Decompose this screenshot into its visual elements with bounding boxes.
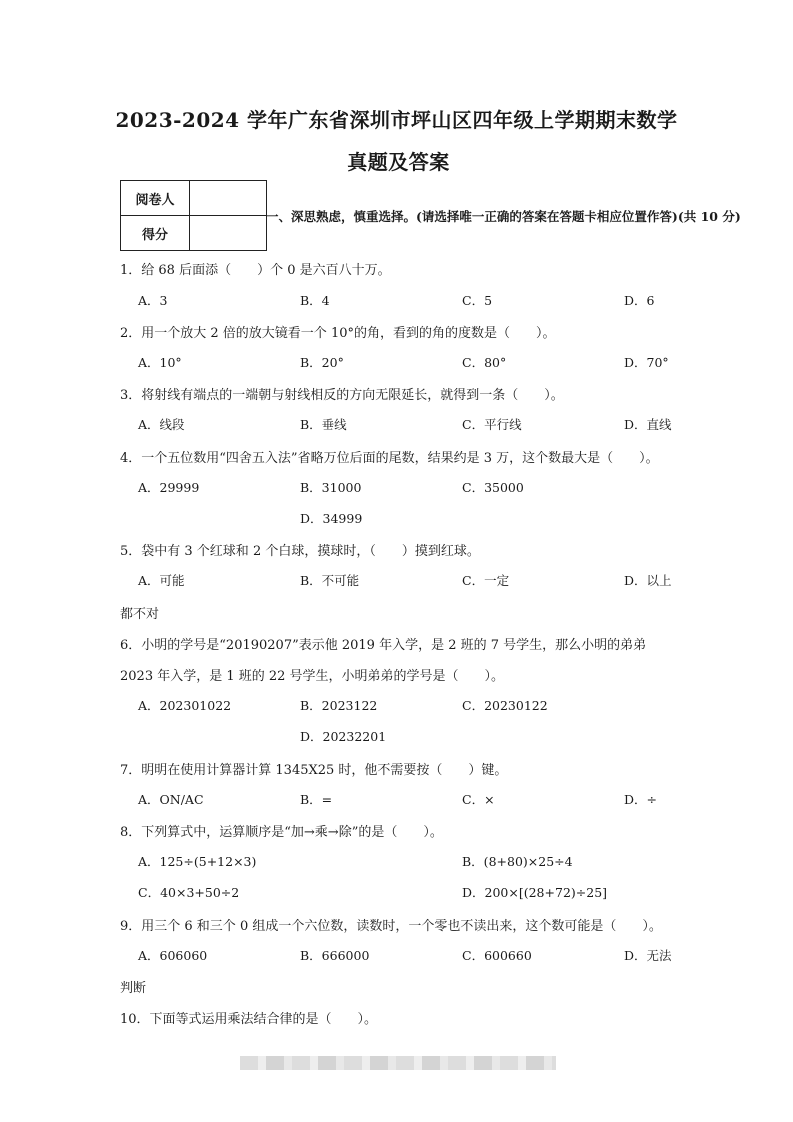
score-label: 得分 [121,216,190,251]
section-title: 一、深思熟虑，慎重选择。(请选择唯一正确的答案在答题卡相应位置作答)(共 10 分) [266,209,741,224]
question-stem: 2．用一个放大 2 倍的放大镜看一个 10°的角，看到的角的度数是（ ）。 [120,326,556,341]
question-stem: 5．袋中有 3 个红球和 2 个白球，摸球时，（ ）摸到红球。 [120,544,480,559]
option-c: C．5 [462,293,493,308]
option-b: B．20° [300,355,344,370]
question-stem-line2: 2023 年入学，是 1 班的 22 号学生，小明弟弟的学号是（ ）。 [120,669,505,684]
option-a: A．10° [138,355,182,370]
score-table [120,180,267,251]
option-b: B．= [300,792,333,807]
option-a: A．可能 [138,573,185,588]
reviewer-cell [190,181,267,216]
question-stem: 7．明明在使用计算器计算 1345X25 时，他不需要按（ ）键。 [120,763,508,778]
question-stem: 1．给 68 后面添（ ）个 0 是六百八十万。 [120,263,391,278]
option-c: C．20230122 [462,698,548,713]
document-title-line2: 真题及答案 [347,150,450,174]
option-d: D．÷ [624,792,657,807]
question-stem: 10．下面等式运用乘法结合律的是（ ）。 [120,1012,378,1027]
option-d: D．70° [624,355,669,370]
option-d: D．34999 [300,511,363,526]
score-cell [190,216,267,251]
option-continuation: 都不对 [120,607,160,622]
option-c: C．80° [462,355,507,370]
option-b: B．4 [300,293,330,308]
option-b: B．垂线 [300,417,347,432]
option-continuation: 判断 [120,981,147,996]
option-c: C．平行线 [462,417,522,432]
question-stem: 3．将射线有端点的一端朝与射线相反的方向无限延长，就得到一条（ ）。 [120,388,564,403]
option-b: B．31000 [300,480,362,495]
option-c: C．35000 [462,480,524,495]
option-b: B．666000 [300,948,370,963]
question-stem: 6．小明的学号是“20190207”表示他 2019 年入学，是 2 班的 7 号学生，那么小明的弟弟 [120,638,647,653]
reviewer-label: 阅卷人 [121,181,190,216]
option-d: D．20232201 [300,729,387,744]
option-d: D．无法 [624,948,672,963]
option-b: B．不可能 [300,573,360,588]
option-a: A．3 [138,293,168,308]
option-a: A．606060 [138,948,208,963]
option-a: A．125÷(5+12×3) [138,854,257,869]
option-d: D．以上 [624,573,672,588]
option-a: A．ON/AC [138,792,204,807]
question-stem: 4．一个五位数用“四舍五入法”省略万位后面的尾数，结果约是 3 万，这个数最大是（ ）。 [120,451,659,466]
question-stem: 9．用三个 6 和三个 0 组成一个六位数，读数时，一个零也不读出来，这个数可能是（ ）。 [120,919,662,934]
option-c: C．一定 [462,573,510,588]
question-stem: 8．下列算式中，运算顺序是“加→乘→除”的是（ ）。 [120,825,443,840]
option-a: A．202301022 [138,698,232,713]
option-c: C．× [462,792,495,807]
option-c: C．40×3+50÷2 [138,885,240,900]
document-title-line1: 2023-2024 学年广东省深圳市坪山区四年级上学期期末数学 [115,108,678,132]
option-b: B．(8+80)×25÷4 [462,854,573,869]
blurred-footer-watermark [240,1056,556,1070]
option-b: B．2023122 [300,698,378,713]
option-c: C．600660 [462,948,532,963]
option-d: D．直线 [624,417,672,432]
option-d: D．6 [624,293,655,308]
option-d: D．200×[(28+72)÷25] [462,885,608,900]
option-a: A．29999 [138,480,200,495]
option-a: A．线段 [138,417,185,432]
